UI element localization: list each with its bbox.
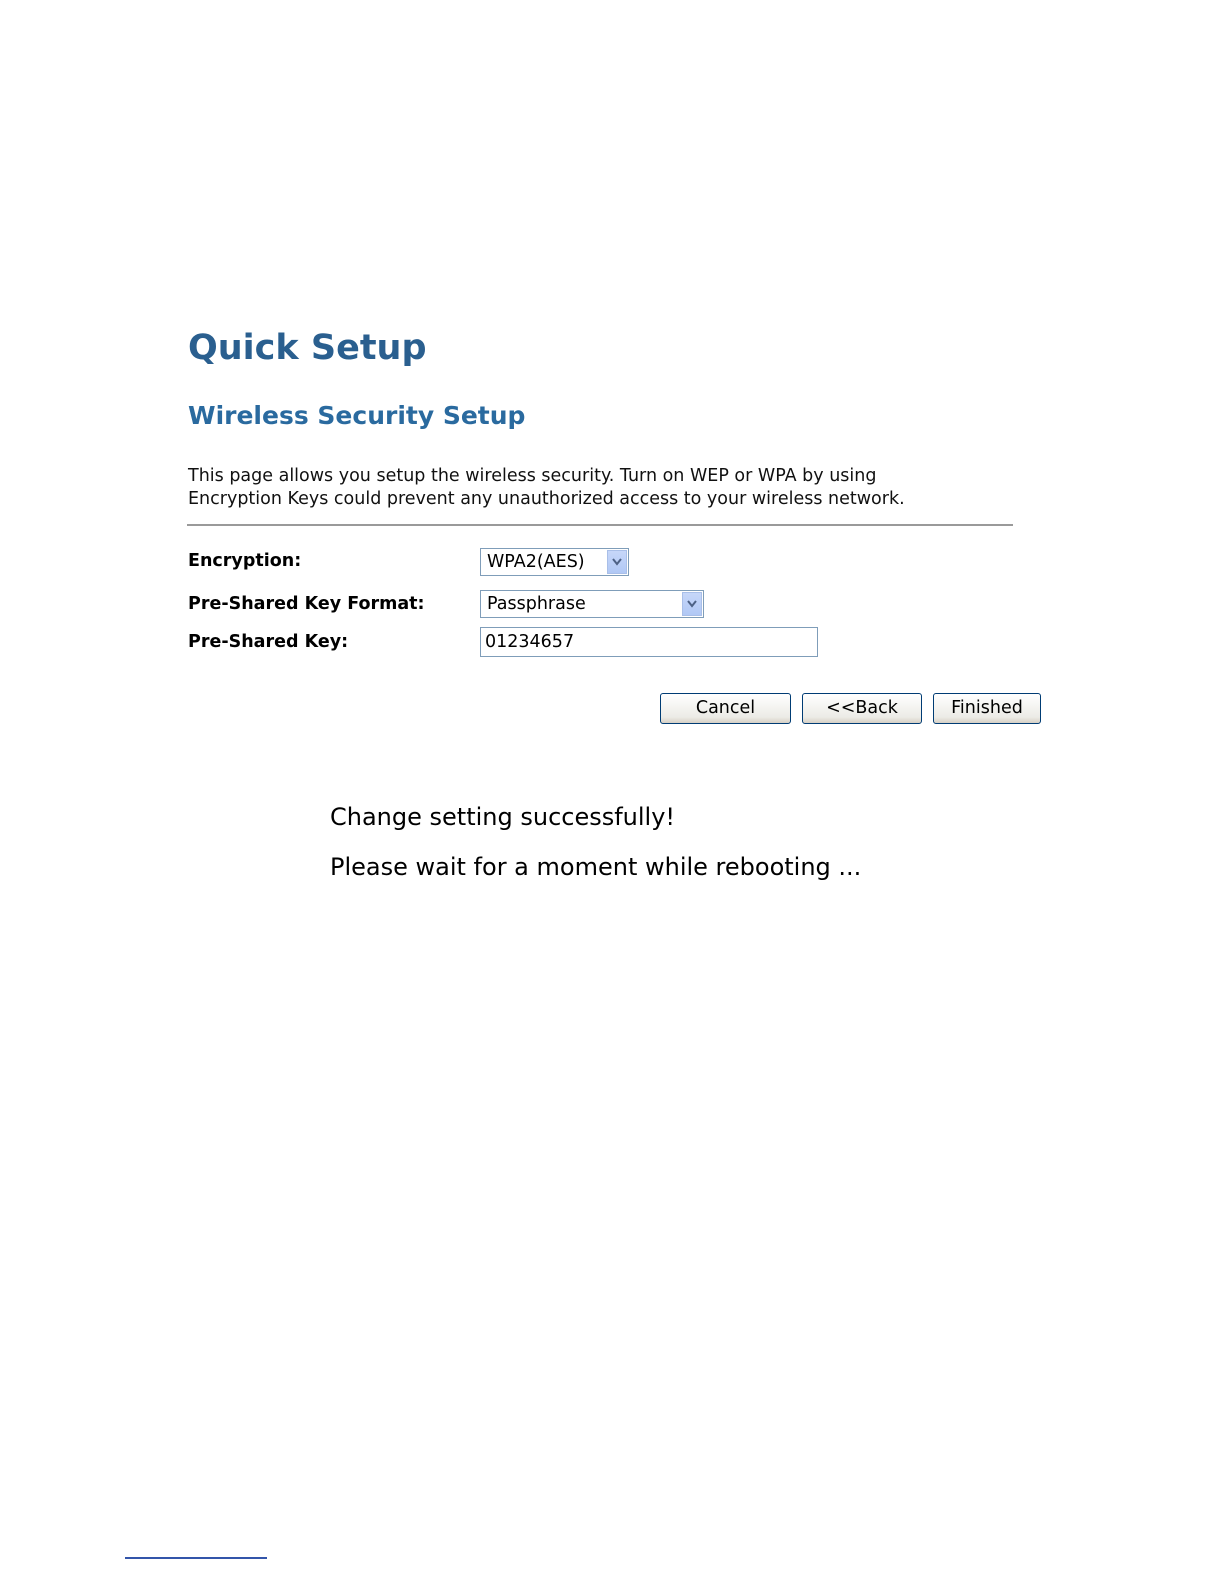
key-format-label: Pre-Shared Key Format: [188, 594, 425, 614]
encryption-label: Encryption: [188, 551, 302, 571]
cancel-button[interactable]: Cancel [660, 693, 791, 724]
divider [187, 524, 1013, 526]
success-message: Change setting successfully! [330, 803, 676, 831]
encryption-select[interactable] [480, 548, 629, 576]
chevron-down-icon[interactable] [682, 592, 702, 616]
page-description [188, 465, 1018, 511]
key-format-select[interactable] [480, 590, 704, 618]
finished-button[interactable]: Finished [933, 693, 1041, 724]
encryption-value: WPA2(AES) [487, 552, 585, 572]
pre-shared-key-input[interactable]: 01234657 [480, 627, 818, 657]
description-line-1: This page allows you setup the wireless security. Turn on WEP or WPA by using [188, 466, 877, 486]
section-title: Wireless Security Setup [188, 401, 526, 430]
key-format-value: Passphrase [487, 594, 586, 614]
page-title: Quick Setup [188, 328, 427, 368]
back-button[interactable]: <<Back [802, 693, 922, 724]
pre-shared-key-label: Pre-Shared Key: [188, 632, 349, 652]
description-line-2: Encryption Keys could prevent any unauthorized access to your wireless network. [188, 489, 905, 509]
rebooting-message: Please wait for a moment while rebooting ... [330, 853, 862, 881]
footnote-rule [125, 1557, 267, 1559]
chevron-down-icon[interactable] [607, 550, 627, 574]
